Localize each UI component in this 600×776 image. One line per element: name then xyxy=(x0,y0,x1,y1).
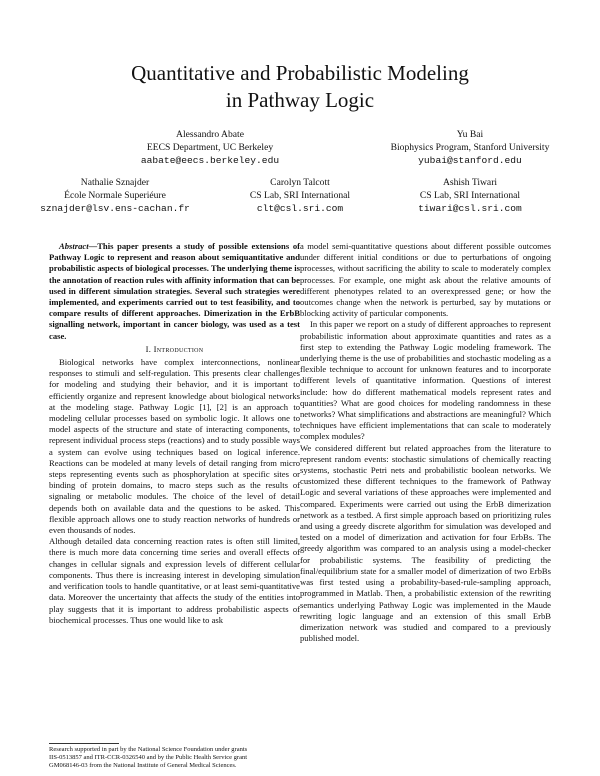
paragraph: Biological networks have complex interconnections, nonlinear responses to stimuli and self-regulation. This presents clear challenges for modeling and studying their behavior, and it is important to efficiently organize and represent knowledge about biological networks at the modeling stage. Pathway Logic [1], [2] is an approach to modeling cellular processes based on symbolic logic. It allows one to model aspects of the structure and state of interacting components, to represent individual process steps (reactions) and to study possible ways a system can evolve using techniques based on logical inference. Reactions can be modeled at many levels of detail ranging from micro steps representing events such as phosphorylation at specific sites or binding of protein domains, to macro steps such as the results of signaling or metabolic modules. The choice of the level of detail depends both on available data and the questions to be asked. This flexible approach allows one to study reaction networks of hundreds or even thousands of nodes. xyxy=(49,357,300,536)
author-block xyxy=(220,176,380,216)
section-heading: I. Introduction xyxy=(145,343,204,354)
paragraph: We considered different but related approaches from the literature to represent random events: stochastic simulations of chemically reacting systems, stochastic Petri nets and probabilistic boolean networks. We customized these different techniques to the framework of Pathway Logic and several variations of these approaches were implemented and compared. Experiments were carried out using the ErbB dimerization network as a testbed. A first simple approach based on prioritizing rules and using a greedy discrete algorithm for simulation was developed and tested on a model of dimerization and activation for four ErbBs. The greedy algorithm was compared to an analysis using a model-checker for probabilistic systems. The feasibility of predicting the final/equilibrium state for a smaller model of dimerization of two ErbBs was first tested using a probability-based-rule-sampling approach, programmed in Matlab. Then, a probabilistic extension of the rewriting semantics underlying Pathway Logic was implemented in the Maude rewriting logic language and an extension of this small ErbB dimerization network was studied and compared to a previously published model. xyxy=(300,442,551,644)
author-affiliation: CS Lab, SRI International xyxy=(249,190,351,202)
author-name: Alessandro Abate xyxy=(176,129,244,140)
title-line-1: Quantitative and Probabilistic Modeling xyxy=(131,61,469,85)
abstract xyxy=(49,241,300,342)
paragraph: a model semi-quantitative questions about different possible outcomes under different initial conditions or due to perturbations of ongoing processes, without sacrificing the ability to scale to moderately complex processes. For example, one might ask about the relative amounts of different phenotypes related to an overexpressed gene; or how the outcomes change when the network is perturbed, say by mutations or blocking activity of particular components. xyxy=(300,241,551,319)
author-block xyxy=(350,128,590,168)
author-affiliation: CS Lab, SRI International xyxy=(419,190,521,202)
author-block xyxy=(15,176,215,216)
abstract-lead: Abstract— xyxy=(59,241,98,251)
author-name: Nathalie Sznajder xyxy=(80,177,150,188)
footnote-line: IIS-0513857 and ITR-CCR-0326540 and by the Public Health Service grant xyxy=(49,754,248,762)
author-name: Carolyn Talcott xyxy=(270,177,330,188)
footnote-line: Research supported in part by the National Science Foundation under grants xyxy=(49,746,248,753)
right-column xyxy=(300,241,551,644)
title-line-2: in Pathway Logic xyxy=(225,88,375,112)
author-affiliation: Biophysics Program, Stanford University xyxy=(390,142,550,154)
author-email[interactable]: clt@csl.sri.com xyxy=(256,203,344,215)
author-block xyxy=(90,128,330,168)
author-email[interactable]: yubai@stanford.edu xyxy=(418,155,522,167)
footnote-rule xyxy=(49,743,119,744)
author-block xyxy=(390,176,550,216)
left-column xyxy=(49,241,300,626)
paragraph: Although detailed data concerning reaction rates is often still limited, there is much more data concerning time series and overall effects of changes in cellular signals and expression levels of different cellular components. Thus there is increasing interest in developing simulation and verification tools to handle quantitative, or at least semi-quantitative data. Moreover the uncertainty that affects the study of the entities into play suggests that it is important to address probabilistic aspects of biochemical processes. Thus one would like to ask xyxy=(49,536,300,625)
author-email[interactable]: aabate@eecs.berkeley.edu xyxy=(140,155,280,167)
footnote-line: GM068146-03 from the National Institute of General Medical Sciences. xyxy=(49,762,237,770)
author-email[interactable]: tiwari@csl.sri.com xyxy=(418,203,522,215)
author-affiliation: École Normale Superiéure xyxy=(64,190,166,202)
author-affiliation: EECS Department, UC Berkeley xyxy=(146,142,274,154)
author-email[interactable]: sznajder@lsv.ens-cachan.fr xyxy=(40,203,190,215)
author-name: Yu Bai xyxy=(456,129,484,140)
footnote xyxy=(49,746,300,771)
paragraph: In this paper we report on a study of different approaches to represent probabilistic information about approximate quantities and rates as a first step to extending the Pathway Logic modeling framework. The underlying theme is the use of probabilities and stochastic modeling as a flexible technique to account for unknown features and to incorporate different levels of quantitative information. Questions of interest include: how do different mathematical models represent rates and quantities? What are good choices for modeling randomness in these networks? What simplifications and abstractions are meaningful? Which techniques have efficient implementations that can scale to moderately complex modules? xyxy=(300,319,551,442)
paper-title xyxy=(0,60,600,114)
author-name: Ashish Tiwari xyxy=(442,177,498,188)
abstract-text: This paper presents a study of possible extensions of Pathway Logic to represent and reason about semiquantitative and probabilistic aspects of biological processes. The underlying theme is the annotation of reaction rules with affinity information that can be used in different simulation strategies. Several such strategies were implemented, and experiments carried out to test feasibility, and to compare results of different approaches. Dimerization in the ErbB signalling network, important in cancer biology, was used as a test case. xyxy=(49,241,300,341)
